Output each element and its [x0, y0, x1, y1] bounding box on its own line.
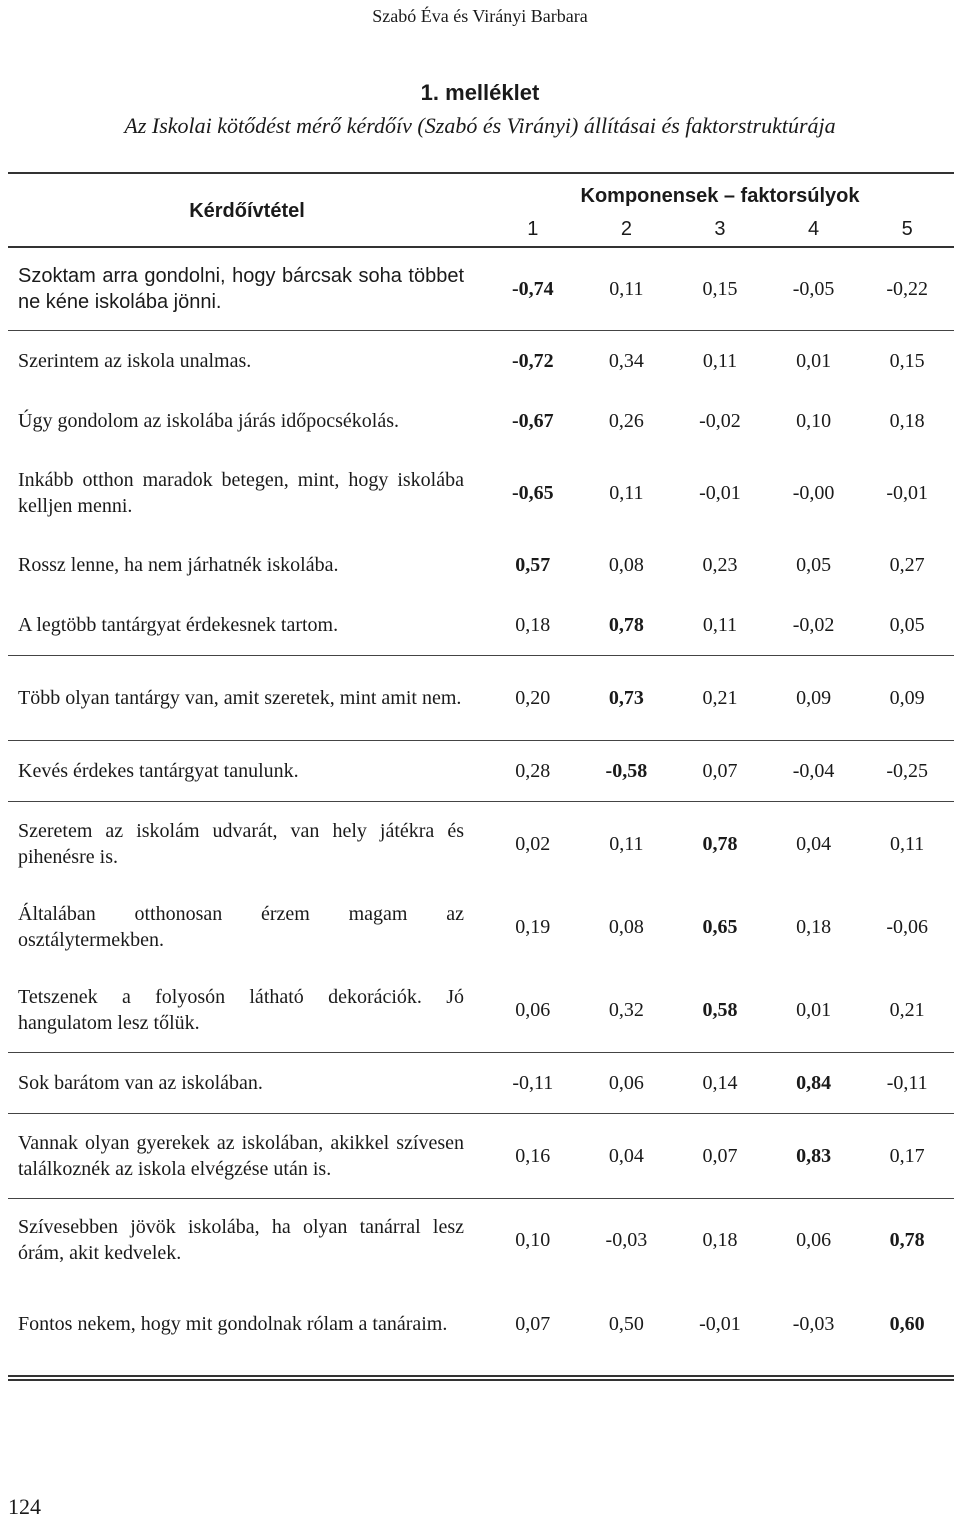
factor-loading: 0,78 — [608, 613, 644, 636]
factor-loading: 0,10 — [796, 409, 832, 432]
factor-loading: -0,74 — [511, 277, 554, 300]
factor-loading: 0,27 — [889, 553, 925, 576]
loading-values — [486, 1145, 954, 1168]
factor-loading: 0,34 — [608, 349, 644, 372]
factor-loading: -0,06 — [886, 915, 928, 938]
factor-loading: 0,18 — [889, 409, 925, 432]
factor-loading: 0,26 — [608, 409, 644, 432]
table-top-rule — [8, 172, 954, 174]
factor-loading: 0,11 — [609, 832, 644, 855]
component-number: 4 — [808, 218, 820, 240]
component-number: 3 — [714, 218, 726, 240]
loading-values — [486, 916, 954, 939]
factor-loading: 0,18 — [796, 915, 832, 938]
components-header: Komponensek – faktorsúlyok — [580, 185, 860, 207]
factor-loading: 0,08 — [608, 915, 644, 938]
factor-loading: 0,28 — [515, 759, 551, 782]
factor-loading: -0,65 — [511, 481, 554, 504]
table-row — [8, 595, 954, 656]
factor-loading: -0,25 — [886, 759, 928, 782]
factor-loading: 0,09 — [796, 686, 832, 709]
factor-loading: 0,58 — [702, 998, 738, 1021]
table-bottom-rule — [8, 1375, 954, 1377]
item-column-header: Kérdőívtétel — [189, 199, 305, 222]
item-statement: Szívesebben jövök iskolába, ha olyan tanárral lesz órám, akit kedvelek. — [18, 1216, 464, 1264]
factor-loading: -0,01 — [699, 1312, 741, 1335]
loading-values — [486, 614, 954, 637]
table-row — [8, 1053, 954, 1114]
factor-loading: 0,07 — [515, 1312, 551, 1335]
loading-values — [486, 278, 954, 301]
table-row — [8, 331, 954, 391]
item-statement: Vannak olyan gyerekek az iskolában, akikkel szívesen találkoznék az iskola elvégzése után is. — [18, 1132, 464, 1180]
factor-loading: 0,05 — [796, 553, 832, 576]
item-statement: A legtöbb tantárgyat érdekesnek tartom. — [18, 614, 339, 636]
factor-loading: -0,11 — [512, 1071, 554, 1094]
loading-values — [486, 482, 954, 505]
factor-loading: 0,50 — [608, 1312, 644, 1335]
component-number: 5 — [901, 218, 913, 240]
factor-loading: 0,83 — [796, 1144, 832, 1167]
factor-loading: 0,19 — [515, 915, 551, 938]
factor-loading: 0,84 — [796, 1071, 832, 1094]
table-body — [8, 248, 954, 1367]
factor-loading: 0,18 — [515, 613, 551, 636]
factor-loading: 0,11 — [890, 832, 925, 855]
loading-values — [486, 1072, 954, 1095]
factor-loading: 0,15 — [889, 349, 925, 372]
appendix-title: 1. melléklet — [420, 80, 540, 105]
appendix-subtitle: Az Iskolai kötődést mérő kérdőív (Szabó és Virányi) állításai és faktorstruktúrája — [124, 113, 836, 138]
factor-loading: 0,32 — [608, 998, 644, 1021]
item-statement: Sok barátom van az iskolában. — [18, 1072, 263, 1094]
loading-values — [486, 687, 954, 710]
factor-loading: -0,58 — [605, 759, 648, 782]
table-row — [8, 1199, 954, 1281]
factor-loading: -0,02 — [792, 613, 835, 636]
factor-loading: 0,09 — [889, 686, 925, 709]
table-row — [8, 886, 954, 968]
factor-loading: 0,65 — [702, 915, 738, 938]
component-numbers — [486, 212, 954, 246]
item-statement: Szoktam arra gondolni, hogy bárcsak soha többet ne kéne iskolába jönni. — [18, 265, 464, 313]
factor-loading: 0,06 — [608, 1071, 644, 1094]
item-statement: Szeretem az iskolám udvarát, van hely játékra és pihenésre is. — [18, 820, 464, 868]
loading-values — [486, 554, 954, 577]
item-statement: Úgy gondolom az iskolába járás időpocsékolás. — [18, 410, 400, 432]
factor-loading: -0,67 — [511, 409, 554, 432]
factor-loading: -0,01 — [699, 481, 741, 504]
factor-loading: 0,02 — [515, 832, 551, 855]
factor-loading: -0,03 — [605, 1228, 648, 1251]
loading-values — [486, 760, 954, 783]
item-statement: Szerintem az iskola unalmas. — [18, 350, 252, 372]
factor-loading: 0,15 — [702, 277, 738, 300]
factor-loading: -0,01 — [886, 481, 928, 504]
factor-loading: 0,11 — [609, 481, 644, 504]
table-row — [8, 535, 954, 595]
table-row — [8, 248, 954, 331]
factor-loading: -0,11 — [886, 1071, 928, 1094]
factor-loading: -0,02 — [699, 409, 741, 432]
item-statement: Több olyan tantárgy van, amit szeretek, mint amit nem. — [18, 687, 462, 709]
factor-loading: 0,01 — [796, 998, 832, 1021]
loading-values — [486, 833, 954, 856]
factor-loading: 0,06 — [515, 998, 551, 1021]
factor-loading: 0,78 — [889, 1228, 925, 1251]
component-number: 2 — [620, 218, 632, 240]
table-row — [8, 741, 954, 802]
item-statement: Tetszenek a folyosón látható dekorációk. Jó hangulatom lesz tőlük. — [18, 986, 464, 1034]
running-head: Szabó Éva és Virányi Barbara — [372, 6, 588, 26]
table-row — [8, 802, 954, 886]
factor-loading: 0,21 — [702, 686, 738, 709]
factor-loading: 0,06 — [796, 1228, 832, 1251]
factor-loading: 0,23 — [702, 553, 738, 576]
factor-loading: 0,16 — [515, 1144, 551, 1167]
factor-loading: 0,11 — [702, 613, 738, 636]
factor-loading: -0,03 — [792, 1312, 835, 1335]
loading-values — [486, 410, 954, 433]
factor-loading: 0,20 — [515, 686, 551, 709]
factor-loading: 0,04 — [608, 1144, 644, 1167]
factor-loading: 0,07 — [702, 759, 738, 782]
loading-values — [486, 1229, 954, 1252]
item-statement: Általában otthonosan érzem magam az osztálytermekben. — [18, 903, 464, 951]
factor-loading: 0,05 — [889, 613, 925, 636]
item-statement: Rossz lenne, ha nem járhatnék iskolába. — [18, 554, 339, 576]
factor-loading: 0,07 — [702, 1144, 738, 1167]
factor-loading: 0,78 — [702, 832, 738, 855]
factor-loading: 0,21 — [889, 998, 925, 1021]
factor-loading: 0,18 — [702, 1228, 738, 1251]
factor-table — [8, 172, 954, 1381]
table-row — [8, 451, 954, 535]
factor-loading: 0,57 — [515, 553, 551, 576]
factor-loading: -0,04 — [792, 759, 835, 782]
factor-loading: 0,11 — [609, 277, 644, 300]
factor-loading: 0,10 — [515, 1228, 551, 1251]
factor-loading: 0,17 — [889, 1144, 925, 1167]
factor-loading: 0,60 — [889, 1312, 925, 1335]
item-statement: Inkább otthon maradok betegen, mint, hogy iskolába kelljen menni. — [18, 469, 464, 517]
loading-values — [486, 350, 954, 373]
table-row — [8, 656, 954, 741]
factor-loading: -0,05 — [792, 277, 835, 300]
component-number: 1 — [527, 218, 539, 240]
item-statement: Fontos nekem, hogy mit gondolnak rólam a tanáraim. — [18, 1313, 448, 1335]
factor-loading: -0,72 — [511, 349, 554, 372]
item-statement: Kevés érdekes tantárgyat tanulunk. — [18, 760, 299, 782]
factor-loading: 0,01 — [796, 349, 832, 372]
factor-loading: -0,22 — [886, 277, 928, 300]
factor-loading: 0,08 — [608, 553, 644, 576]
table-row — [8, 968, 954, 1053]
loading-values — [486, 1313, 954, 1336]
table-row — [8, 1281, 954, 1367]
page-number: 124 — [8, 1494, 41, 1519]
factor-loading: 0,04 — [796, 832, 832, 855]
factor-loading: -0,00 — [792, 481, 835, 504]
table-row — [8, 391, 954, 451]
loading-values — [486, 999, 954, 1022]
factor-loading: 0,11 — [702, 349, 738, 372]
table-row — [8, 1114, 954, 1199]
factor-loading: 0,14 — [702, 1071, 738, 1094]
table-header — [8, 176, 954, 248]
factor-loading: 0,73 — [608, 686, 644, 709]
